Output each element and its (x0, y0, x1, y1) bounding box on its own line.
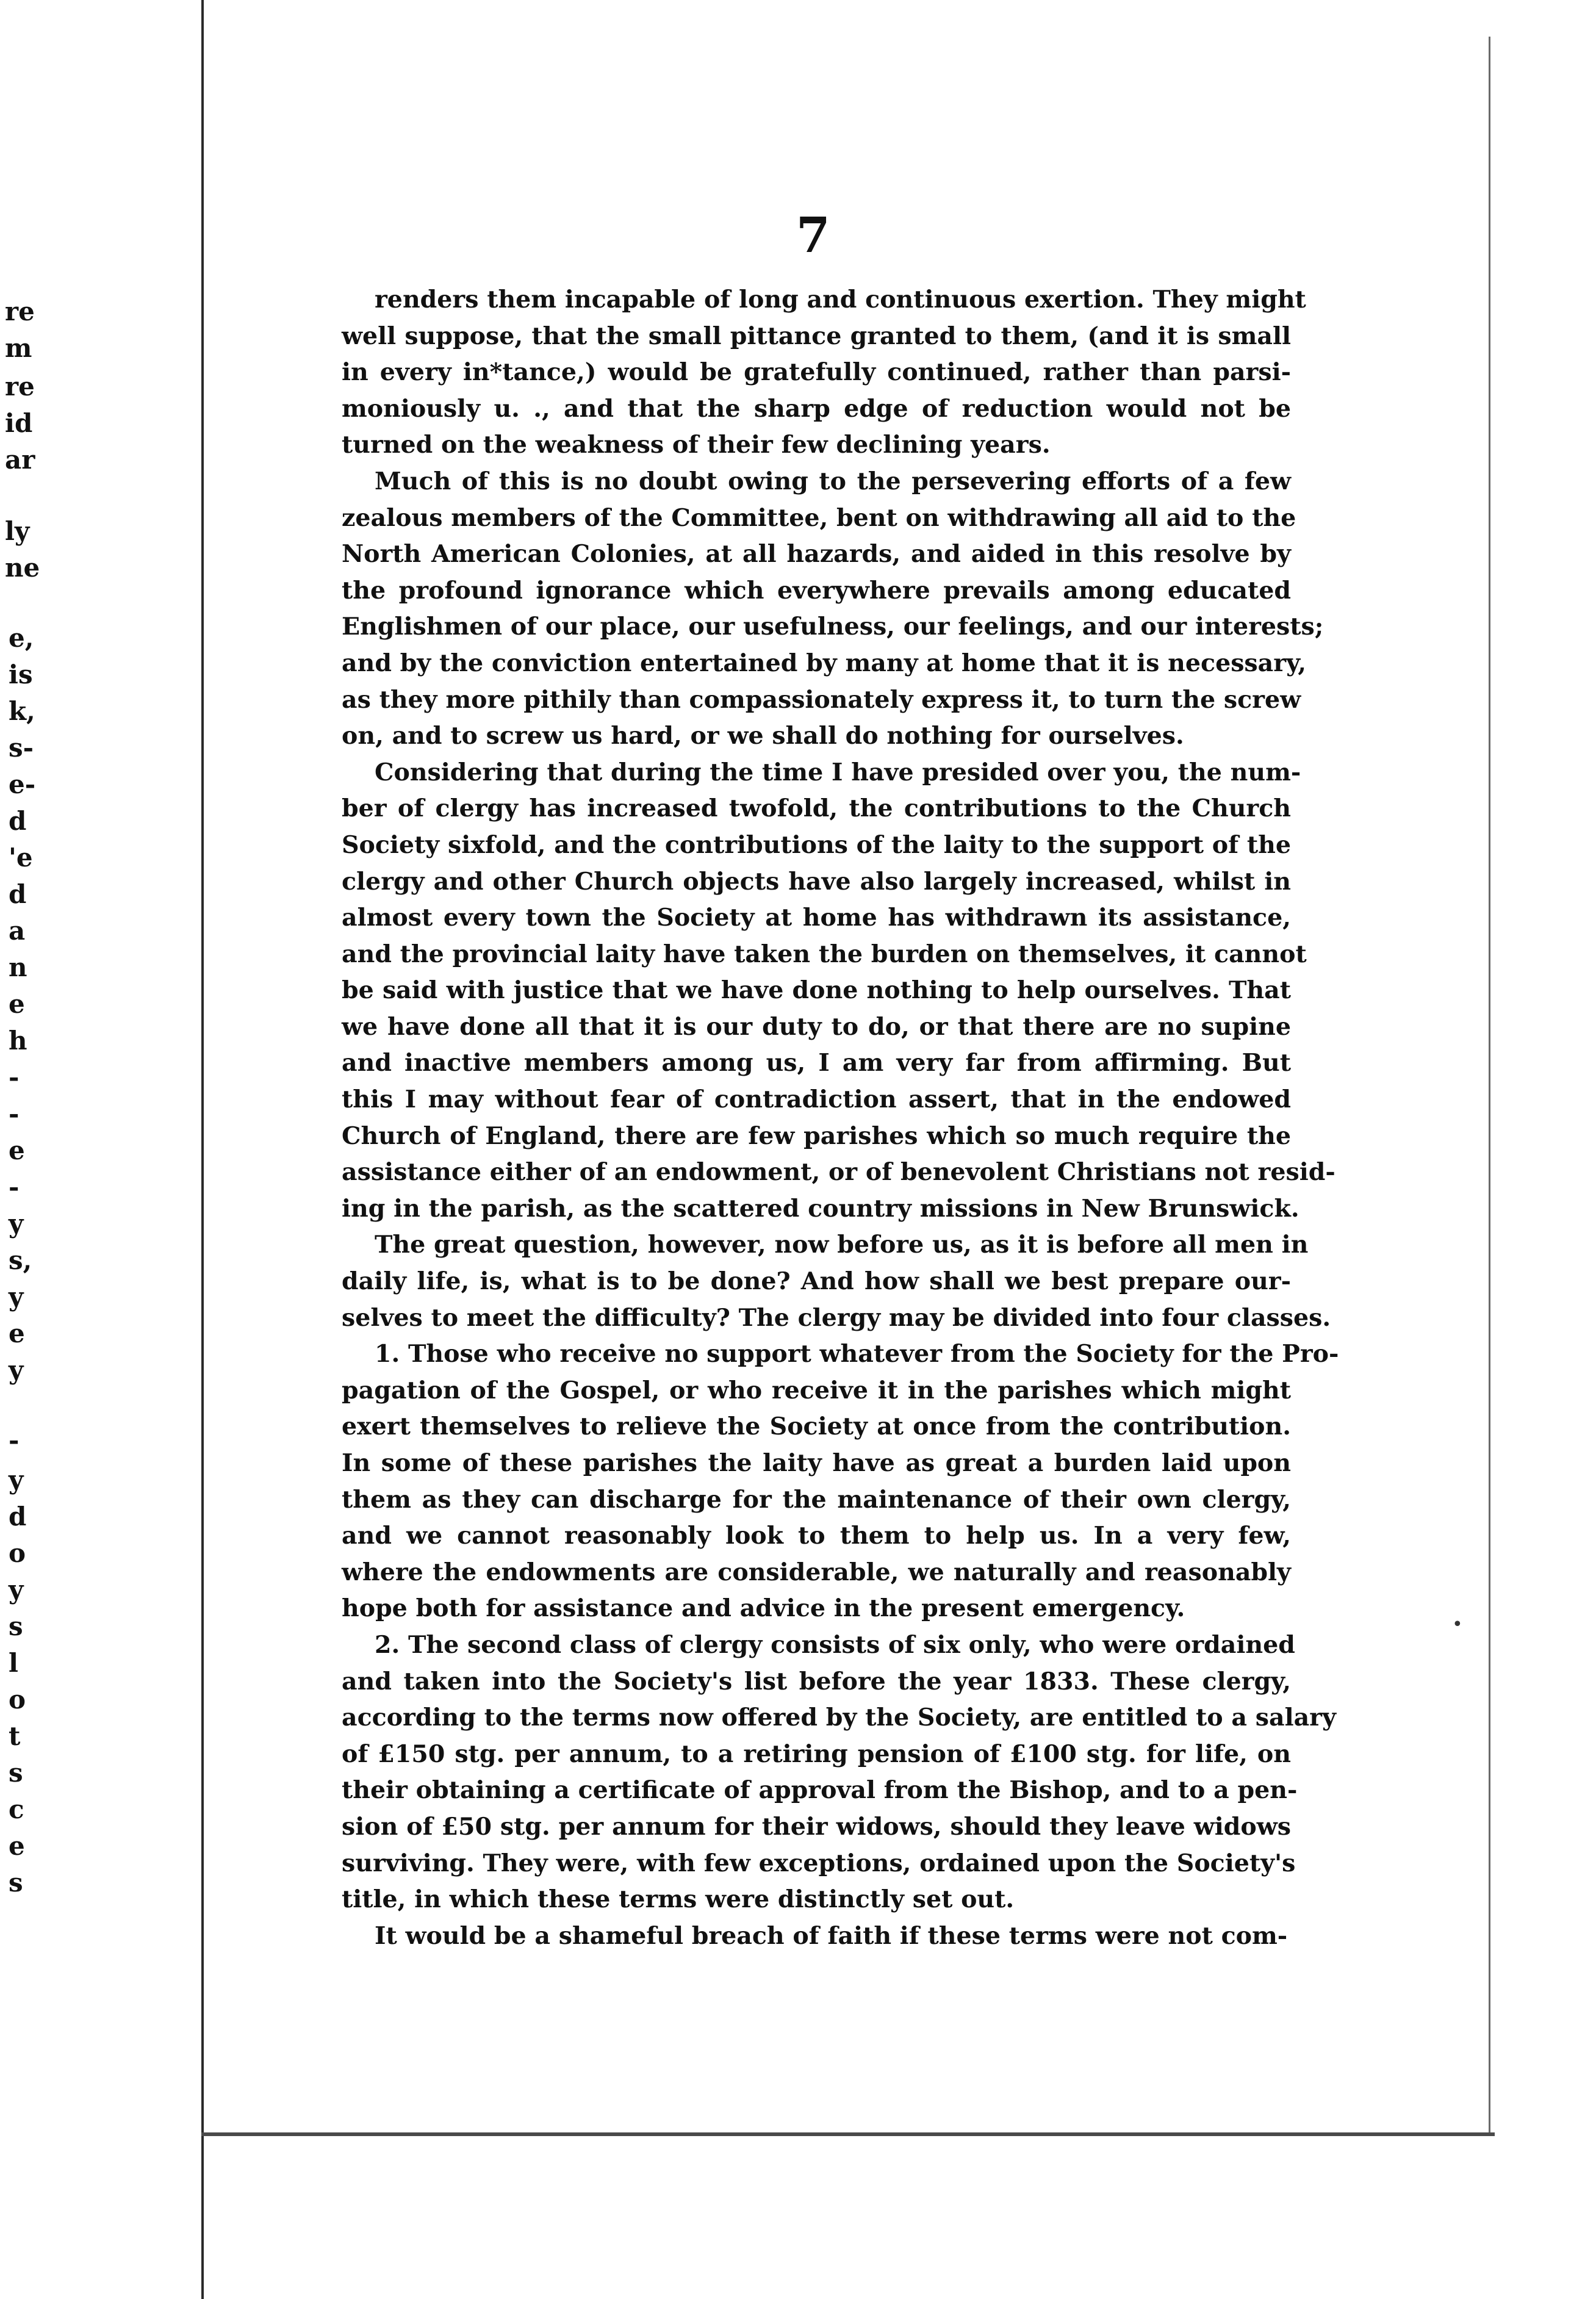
text-line: almost every town the Society at home has withdrawn its assistance, (342, 904, 1291, 932)
text-line: It would be a shameful breach of faith if these terms were not com- (375, 1921, 1288, 1950)
text-line: 1. Those who receive no support whatever from the Society for the Pro- (375, 1340, 1339, 1369)
margin-fragment: s, (9, 1245, 32, 1275)
text-line: exert themselves to relieve the Society at once from the contribution. (342, 1412, 1291, 1441)
margin-fragment: l (9, 1648, 18, 1678)
text-line: and we cannot reasonably look to them to help us. In a very few, (342, 1522, 1291, 1550)
scan-top-edge (0, 0, 1596, 24)
body-text (342, 282, 1339, 1954)
text-line: according to the terms now offered by the Society, are entitled to a salary (342, 1704, 1336, 1732)
text-line: the profound ignorance which everywhere prevails among educated (342, 576, 1291, 605)
text-line: selves to meet the difficulty? The clergy may be divided into four classes. (342, 1303, 1331, 1332)
page-bottom-edge (201, 2132, 1495, 2136)
margin-fragment: 'e (9, 843, 33, 872)
margin-fragment: re (5, 372, 35, 401)
text-line: we have done all that it is our duty to do, or that there are no supine (342, 1012, 1291, 1041)
paragraph (342, 755, 1335, 1228)
margin-fragment: - (9, 1062, 20, 1092)
margin-fragment: ne (5, 553, 40, 583)
paragraph (342, 1336, 1339, 1627)
margin-fragment: e (9, 1831, 25, 1861)
margin-fragment: is (9, 660, 33, 689)
scan-speck: • (1452, 1614, 1463, 1635)
margin-fragment: d (9, 879, 27, 909)
text-line: Church of England, there are few parishes which so much require the (342, 1121, 1291, 1150)
margin-fragment: e (9, 1135, 25, 1165)
margin-fragment: y (9, 1282, 24, 1312)
paragraph (342, 282, 1306, 464)
text-line: pagation of the Gospel, or who receive it in the parishes which might (342, 1376, 1291, 1405)
text-line: North American Colonies, at all hazards, and aided in this resolve by (342, 540, 1291, 569)
margin-fragment: d (9, 1502, 27, 1531)
margin-fragment: o (9, 1685, 26, 1714)
margin-fragment: a (9, 916, 26, 946)
margin-fragment: s (9, 1868, 23, 1898)
margin-fragment: re (5, 297, 35, 326)
text-line: in every in*tance,) would be gratefully continued, rather than parsi- (342, 358, 1291, 387)
margin-fragment: o (9, 1538, 26, 1568)
text-line: of £150 stg. per annum, to a retiring pension of £100 stg. for life, on (342, 1740, 1291, 1768)
page-number: 7 (796, 206, 830, 264)
margin-fragment: id (5, 408, 33, 438)
text-line: and the provincial laity have taken the burden on themselves, it cannot (342, 940, 1307, 968)
margin-fragment: s- (9, 733, 34, 763)
text-line: zealous members of the Committee, bent on withdrawing all aid to the (342, 503, 1296, 532)
margin-fragment: e (9, 1319, 25, 1348)
text-line: turned on the weakness of their few declining years. (342, 431, 1051, 459)
paragraph (342, 1918, 1291, 1955)
margin-fragment: n (9, 952, 27, 982)
text-line: moniously u. ., and that the sharp edge of reduction would not be (342, 394, 1291, 423)
margin-fragment: y (9, 1355, 24, 1385)
text-line: where the endowments are considerable, we naturally and reasonably (342, 1558, 1291, 1586)
page-right-edge (1489, 37, 1503, 2135)
text-line: The great question, however, now before us, as it is before all men in (375, 1231, 1309, 1259)
margin-fragment: k, (9, 696, 35, 726)
text-line: as they more pithily than compassionately express it, to turn the screw (342, 685, 1301, 714)
text-line: clergy and other Church objects have also largely increased, whilst in (342, 867, 1291, 896)
text-line: In some of these parishes the laity have as great a burden laid upon (342, 1449, 1291, 1477)
text-line: and taken into the Society's list before the year 1833. These clergy, (342, 1667, 1291, 1696)
text-line: their obtaining a certificate of approval from the Bishop, and to a pen- (342, 1776, 1298, 1805)
text-line: hope both for assistance and advice in the present emergency. (342, 1594, 1185, 1623)
text-line: renders them incapable of long and continuous exertion. They might (375, 286, 1306, 314)
margin-fragment: e, (9, 623, 34, 653)
margin-fragment: t (9, 1721, 21, 1751)
margin-fragment: y (9, 1575, 24, 1605)
text-line: on, and to screw us hard, or we shall do nothing for ourselves. (342, 722, 1184, 750)
margin-fragment: ly (5, 516, 30, 546)
margin-fragment: ar (5, 445, 35, 475)
margin-fragment: - (9, 1172, 20, 1202)
text-line: surviving. They were, with few exceptions, ordained upon the Society's (342, 1849, 1296, 1877)
margin-fragment: y (9, 1465, 24, 1495)
text-line: well suppose, that the small pittance granted to them, (and it is small (342, 322, 1291, 350)
text-line: ing in the parish, as the scattered country missions in New Brunswick. (342, 1194, 1299, 1223)
margin-fragment: s (9, 1758, 23, 1788)
paragraph (342, 1627, 1336, 1918)
margin-fragment: e- (9, 769, 36, 799)
text-line: and inactive members among us, I am very far from affirming. But (342, 1049, 1291, 1078)
text-line: assistance either of an endowment, or of benevolent Christians not resid- (342, 1158, 1335, 1187)
text-line: Much of this is no doubt owing to the persevering efforts of a few (375, 467, 1291, 495)
margin-fragment: y (9, 1209, 24, 1239)
text-line: 2. The second class of clergy consists of six only, who were ordained (375, 1630, 1295, 1659)
margin-fragment: - (9, 1099, 20, 1129)
paragraph (342, 464, 1324, 755)
text-line: Englishmen of our place, our usefulness, our feelings, and our interests; (342, 613, 1324, 641)
text-line: this I may without fear of contradiction assert, that in the endowed (342, 1085, 1291, 1114)
text-line: daily life, is, what is to be done? And how shall we best prepare our- (342, 1267, 1291, 1296)
margin-fragment: s (9, 1611, 23, 1641)
margin-fragment: h (9, 1026, 27, 1056)
text-line: title, in which these terms were distinctly set out. (342, 1885, 1015, 1914)
text-line: sion of £50 stg. per annum for their widows, should they leave widows (342, 1812, 1291, 1841)
paragraph (342, 1227, 1331, 1336)
margin-fragment: m (5, 333, 32, 363)
text-line: them as they can discharge for the maintenance of their own clergy, (342, 1485, 1291, 1514)
margin-fragment: d (9, 806, 27, 836)
margin-fragment: - (9, 1425, 20, 1455)
text-line: and by the conviction entertained by many at home that it is necessary, (342, 649, 1307, 677)
text-line: be said with justice that we have done nothing to help ourselves. That (342, 976, 1291, 1005)
text-line: Considering that during the time I have presided over you, the num- (375, 758, 1301, 786)
margin-fragment: e (9, 989, 25, 1019)
text-line: Society sixfold, and the contributions of the laity to the support of the (342, 830, 1291, 859)
text-line: ber of clergy has increased twofold, the contributions to the Church (342, 794, 1291, 823)
margin-fragment: c (9, 1794, 24, 1824)
